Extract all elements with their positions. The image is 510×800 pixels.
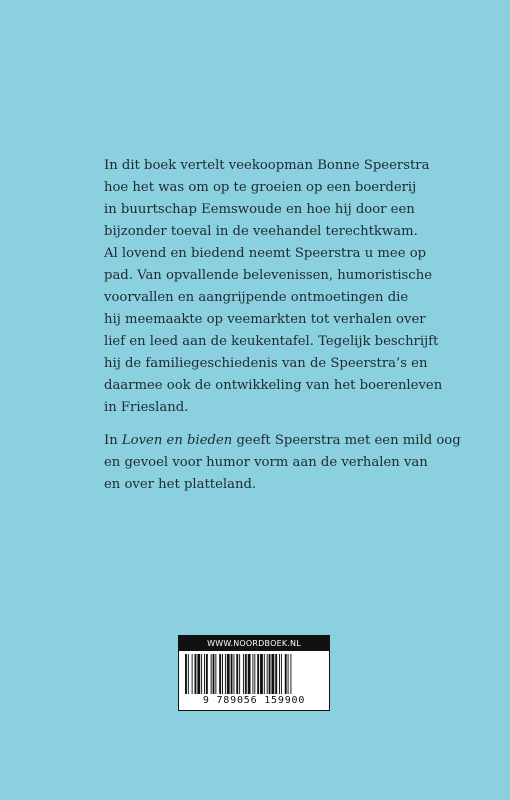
barcode-bar: [204, 654, 205, 694]
blurb-line: Al lovend en biedend neemt Speerstra u mee op: [104, 246, 427, 261]
blurb-text: [104, 155, 461, 507]
barcode-bar: [252, 654, 253, 694]
blurb-line: daarmee ook de ontwikkeling van het boerenleven: [104, 378, 443, 393]
barcode-bar: [239, 654, 240, 694]
barcode-bar: [211, 654, 212, 694]
barcode-bar: [231, 654, 233, 694]
blurb-line: In dit boek vertelt veekoopman Bonne Speerstra: [104, 158, 430, 173]
barcode-bar: [188, 654, 189, 694]
blurb-line: voorvallen en aangrijpende ontmoetingen die: [104, 290, 409, 305]
barcode-bar: [285, 654, 287, 694]
barcode-bar: [269, 654, 271, 694]
blurb-line: en gevoel voor humor vorm aan de verhalen van: [104, 455, 428, 470]
blurb-paragraph-2: [104, 430, 461, 496]
barcode-bar: [245, 654, 247, 694]
barcode-bar: [267, 654, 268, 694]
barcode-bar: [219, 654, 221, 694]
blurb-line: pad. Van opvallende belevenissen, humoristische: [104, 268, 432, 283]
blurb-text-suffix: geeft Speerstra met een mild oog: [232, 433, 461, 448]
barcode-bar: [257, 654, 259, 694]
book-title-italic: Loven en bieden: [121, 433, 233, 448]
blurb-line: hoe het was om op te groeien op een boerderij: [104, 180, 417, 195]
barcode-bars-graphic: [185, 654, 323, 694]
barcode-bar: [243, 654, 244, 694]
blurb-line: in buurtschap Eemswoude en hoe hij door een: [104, 202, 415, 217]
barcode-bar: [264, 654, 265, 694]
barcode-bar: [192, 654, 193, 694]
barcode-bar: [227, 654, 230, 694]
blurb-text-prefix: In: [104, 433, 122, 448]
barcode-bar: [233, 654, 234, 694]
barcode-bar: [290, 654, 291, 694]
publisher-url: WWW.NOORDBOEK.NL: [179, 636, 329, 651]
blurb-line: bijzonder toeval in de veehandel terechtkwam.: [104, 224, 418, 239]
isbn-barcode: [178, 635, 330, 711]
barcode-bar: [279, 654, 280, 694]
barcode-bar: [222, 654, 223, 694]
blurb-line: hij de familiegeschiedenis van de Speerstra’s en: [104, 356, 428, 371]
barcode-bar: [197, 654, 200, 694]
barcode-bar: [288, 654, 289, 694]
barcode-bar: [215, 654, 216, 694]
barcode-bar: [260, 654, 263, 694]
isbn-digits: 9 789056 159900: [202, 695, 306, 706]
barcode-bar: [271, 654, 274, 694]
blurb-line: in Friesland.: [104, 400, 189, 415]
barcode-bar: [254, 654, 255, 694]
barcode-bar: [248, 654, 251, 694]
barcode-bar: [206, 654, 208, 694]
blurb-line: en over het platteland.: [104, 477, 257, 492]
blurb-line: [104, 430, 461, 452]
barcode-bar: [225, 654, 226, 694]
blurb-line: lief en leed aan de keukentafel. Tegelijk beschrijft: [104, 334, 439, 349]
blurb-paragraph-1: [104, 155, 443, 419]
barcode-bar: [201, 654, 202, 694]
barcode-bar: [213, 654, 215, 694]
barcode-bar: [195, 654, 197, 694]
barcode-bar: [275, 654, 277, 694]
barcode-bar: [185, 654, 187, 694]
blurb-line: hij meemaakte op veemarkten tot verhalen over: [104, 312, 426, 327]
barcode-bar: [236, 654, 238, 694]
barcode-bar: [281, 654, 282, 694]
